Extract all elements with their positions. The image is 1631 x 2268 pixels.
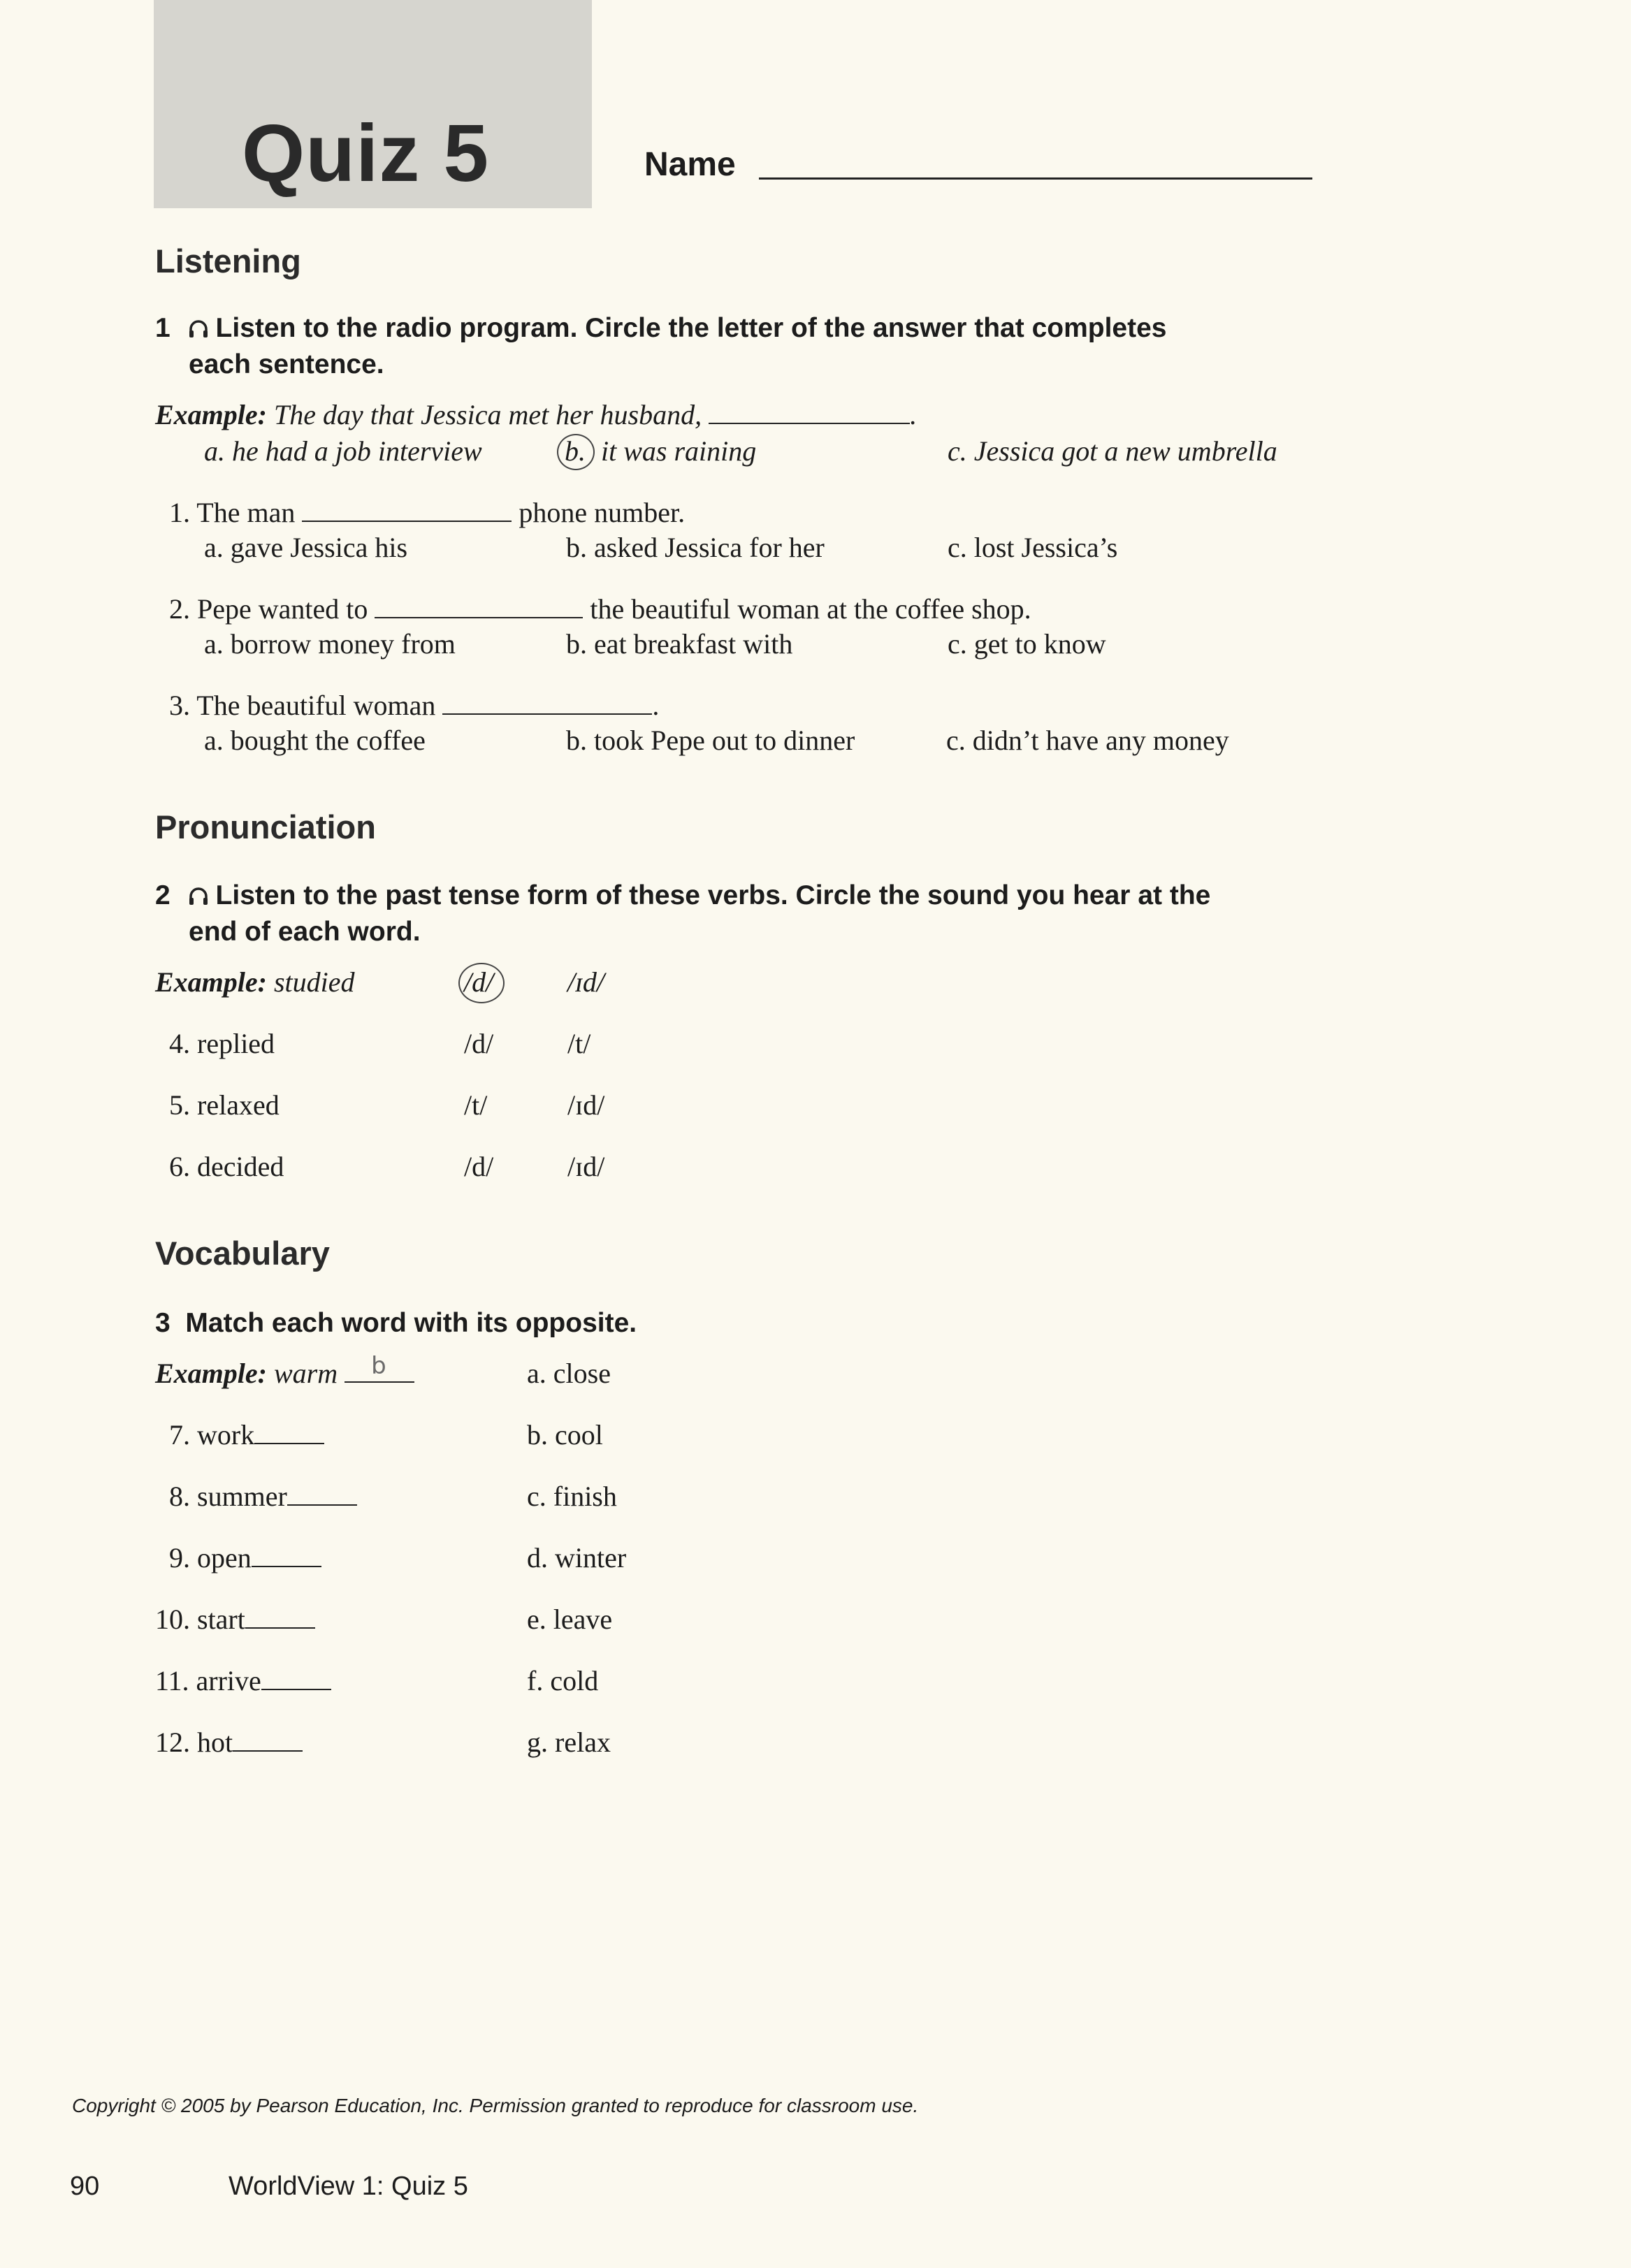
page-number: 90 [70, 2172, 100, 2201]
example-option-1[interactable]: /d/ [464, 966, 494, 998]
vocab-item-12 [155, 1726, 303, 1759]
example-option-b-letter[interactable]: b. [565, 435, 586, 467]
listening-number: 1 [155, 313, 171, 343]
listening-heading: Listening [155, 242, 301, 279]
question-text: Pepe wanted to [197, 593, 368, 625]
pron-option-4-2[interactable]: /t/ [567, 1028, 591, 1059]
pron-option-6-1[interactable]: /d/ [464, 1151, 494, 1182]
vocab-word: hot [197, 1727, 233, 1758]
book-title: WorldView 1: Quiz 5 [229, 2172, 468, 2201]
pronunciation-heading: Pronunciation [155, 808, 376, 845]
pron-option-4-1[interactable]: /d/ [464, 1028, 494, 1059]
example-blank[interactable] [709, 402, 910, 424]
example-period: . [910, 399, 918, 430]
question-text: the beautiful woman at the coffee shop. [590, 593, 1031, 625]
question-number: 9. [169, 1542, 190, 1573]
question-1 [169, 496, 685, 529]
question-number: 11. [155, 1665, 189, 1696]
question-3 [169, 689, 659, 722]
vocabulary-instruction-text: Match each word with its opposite. [185, 1308, 637, 1338]
option-1c[interactable]: c. lost Jessica’s [948, 532, 1118, 563]
example-option-b[interactable]: it was raining [601, 435, 757, 467]
question-2 [169, 593, 1031, 625]
option-1b[interactable]: b. asked Jessica for her [566, 532, 825, 563]
vocab-item-10 [155, 1603, 315, 1636]
listening-instruction-line2: each sentence. [189, 349, 384, 379]
vocab-option-g: g. relax [527, 1727, 611, 1758]
pronunciation-example [155, 966, 355, 998]
answer-blank[interactable] [245, 1606, 315, 1629]
listening-example-prompt [155, 398, 917, 431]
vocab-word: start [197, 1604, 245, 1635]
option-3b[interactable]: b. took Pepe out to dinner [566, 725, 855, 756]
example-option-2[interactable]: /ɪd/ [567, 966, 604, 998]
vocabulary-example [155, 1352, 414, 1390]
question-number: 3. [169, 690, 190, 721]
vocab-item-7 [169, 1418, 324, 1451]
example-prompt: The day that Jessica met her husband, [273, 399, 702, 430]
question-number: 10. [155, 1604, 190, 1635]
pronunciation-number: 2 [155, 880, 171, 910]
vocab-word: summer [197, 1481, 287, 1512]
example-label: Example: [155, 1358, 267, 1389]
example-label: Example: [155, 966, 267, 998]
vocabulary-number: 3 [155, 1308, 171, 1338]
answer-blank[interactable] [233, 1729, 303, 1752]
answer-blank[interactable] [254, 1422, 324, 1444]
listening-instruction [155, 313, 1166, 347]
pron-option-5-1[interactable]: /t/ [464, 1089, 488, 1121]
vocab-word: work [197, 1419, 255, 1451]
answer-blank[interactable] [261, 1668, 331, 1690]
example-word: studied [273, 966, 355, 998]
question-text: The man [196, 497, 296, 528]
example-answer-blank[interactable] [345, 1352, 414, 1383]
vocab-option-a: a. close [527, 1358, 611, 1389]
option-3a[interactable]: a. bought the coffee [204, 725, 426, 756]
example-option-c[interactable]: c. Jessica got a new umbrella [948, 435, 1277, 467]
answer-blank[interactable] [375, 596, 583, 618]
question-number: 1. [169, 497, 190, 528]
vocab-option-f: f. cold [527, 1665, 599, 1696]
pron-item-4 [169, 1027, 275, 1060]
pron-option-6-2[interactable]: /ɪd/ [567, 1151, 605, 1182]
vocab-word: arrive [196, 1665, 261, 1696]
headphones-icon [188, 883, 209, 914]
headphones-icon [188, 316, 209, 347]
vocab-item-9 [169, 1541, 321, 1574]
answer-blank[interactable] [287, 1483, 357, 1506]
page-title: Quiz 5 [242, 108, 490, 198]
vocab-option-d: d. winter [527, 1542, 627, 1573]
question-number: 4. [169, 1028, 190, 1059]
pronunciation-instruction [155, 880, 1210, 914]
question-number: 6. [169, 1151, 190, 1182]
pron-item-6 [169, 1150, 284, 1183]
pronunciation-instruction-line2: end of each word. [189, 917, 421, 947]
pron-item-5 [169, 1089, 280, 1121]
question-number: 2. [169, 593, 190, 625]
verb: replied [197, 1028, 275, 1059]
vocab-word: open [197, 1542, 252, 1573]
example-label: Example: [155, 399, 267, 430]
example-answer: b [371, 1352, 386, 1380]
copyright-notice: Copyright © 2005 by Pearson Education, Inc. Permission granted to reproduce for classroom use. [72, 2095, 919, 2116]
pron-option-5-2[interactable]: /ɪd/ [567, 1089, 605, 1121]
option-2c[interactable]: c. get to know [948, 628, 1106, 660]
question-number: 12. [155, 1727, 190, 1758]
question-number: 8. [169, 1481, 190, 1512]
answer-blank[interactable] [442, 692, 652, 715]
vocab-option-c: c. finish [527, 1481, 617, 1512]
listening-instruction-line1: Listen to the radio program. Circle the letter of the answer that completes [215, 313, 1167, 343]
question-text: . [652, 690, 660, 721]
verb: relaxed [197, 1089, 280, 1121]
option-1a[interactable]: a. gave Jessica his [204, 532, 408, 563]
question-number: 5. [169, 1089, 190, 1121]
vocab-item-8 [169, 1480, 357, 1513]
option-2a[interactable]: a. borrow money from [204, 628, 456, 660]
vocabulary-instruction [155, 1308, 637, 1339]
example-word: warm [273, 1358, 338, 1389]
example-option-a[interactable]: a. he had a job interview [204, 435, 482, 467]
vocabulary-heading: Vocabulary [155, 1235, 330, 1272]
pronunciation-instruction-line1: Listen to the past tense form of these verbs. Circle the sound you hear at the [215, 880, 1211, 910]
question-number: 7. [169, 1419, 190, 1451]
option-3c[interactable]: c. didn’t have any money [946, 725, 1229, 756]
vocab-option-b: b. cool [527, 1419, 603, 1451]
verb: decided [197, 1151, 284, 1182]
vocab-item-11 [155, 1664, 331, 1697]
name-label: Name [644, 146, 736, 183]
question-text: phone number. [519, 497, 686, 528]
question-text: The beautiful woman [196, 690, 436, 721]
answer-blank[interactable] [252, 1545, 321, 1567]
option-2b[interactable]: b. eat breakfast with [566, 628, 793, 660]
vocab-option-e: e. leave [527, 1604, 613, 1635]
name-field[interactable] [759, 177, 1312, 180]
answer-blank[interactable] [302, 500, 512, 522]
